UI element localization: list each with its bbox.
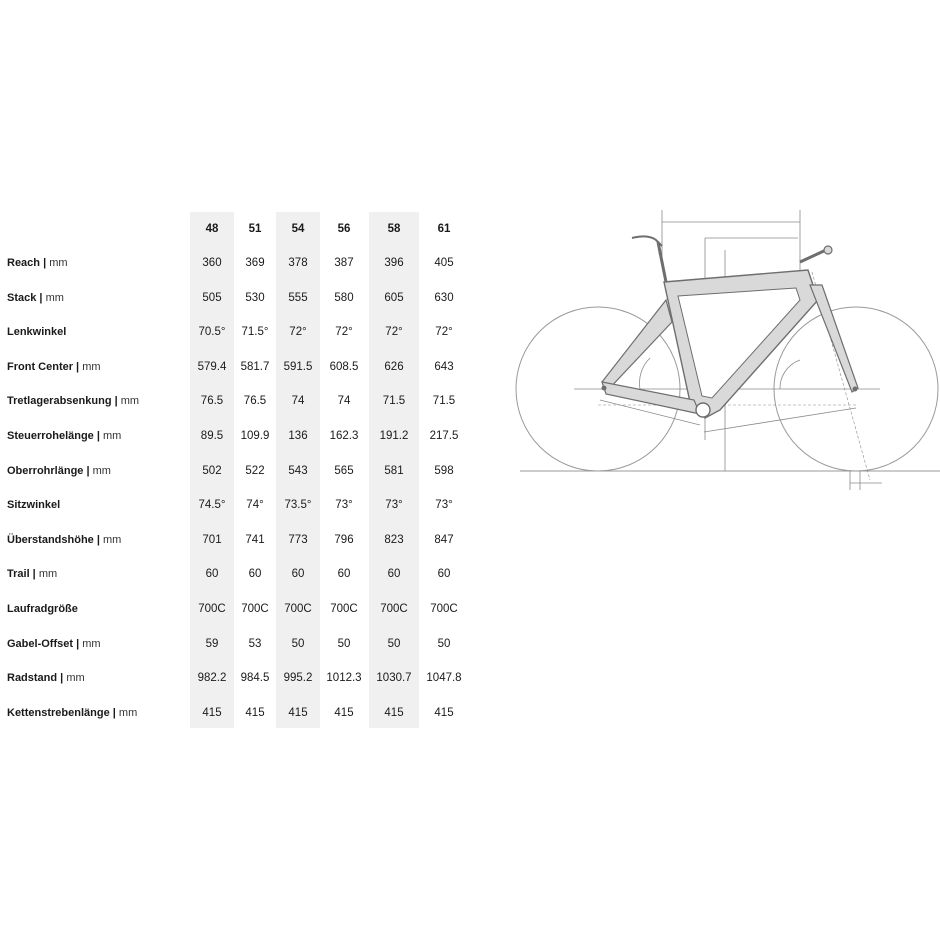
table-cell: 72° (335, 326, 353, 339)
headtube-angle-arc (780, 360, 800, 389)
row-unit: mm (118, 706, 138, 719)
row-label-separator: | (93, 430, 104, 442)
row-unit: mm (82, 637, 101, 650)
table-cell: 626 (384, 360, 404, 373)
size-header: 51 (248, 223, 262, 235)
table-cell: 74.5° (198, 499, 226, 512)
table-cell: 1047.8 (426, 672, 462, 685)
row-label-text: Lenkwinkel (7, 326, 67, 339)
row-label (7, 429, 121, 443)
table-cell: 53 (248, 637, 262, 650)
table-cell: 1030.7 (376, 672, 412, 685)
handlebar (824, 246, 832, 254)
table-cell: 823 (384, 533, 404, 546)
table-cell: 591.5 (283, 360, 313, 373)
table-cell: 605 (384, 291, 404, 304)
row-label (7, 291, 64, 305)
table-cell: 73.5° (284, 499, 312, 512)
table-cell: 643 (434, 360, 454, 373)
table-cell: 72° (289, 326, 307, 339)
table-cell: 984.5 (240, 672, 270, 685)
row-label-text: Sitzwinkel (7, 499, 61, 512)
table-cell: 73° (385, 499, 403, 512)
table-cell: 1012.3 (326, 672, 362, 685)
table-cell: 387 (334, 257, 354, 269)
row-label (7, 602, 78, 616)
table-cell: 50 (387, 637, 401, 650)
row-unit: mm (103, 430, 122, 442)
bottom-bracket (696, 403, 710, 417)
row-label-text: Oberrohrlänge (7, 464, 84, 477)
size-header: 54 (291, 223, 305, 235)
size-header: 61 (437, 223, 451, 235)
row-unit: mm (66, 672, 85, 685)
table-cell: 741 (245, 533, 265, 546)
table-cell: 50 (437, 637, 451, 650)
table-cell: 555 (288, 291, 308, 304)
fork (810, 285, 858, 392)
table-cell: 415 (384, 706, 404, 719)
table-cell: 502 (202, 464, 222, 477)
row-label-separator: | (73, 637, 83, 650)
table-cell: 608.5 (329, 360, 359, 373)
row-unit: mm (82, 360, 101, 373)
row-label (7, 671, 85, 685)
table-cell: 71.5° (241, 326, 269, 339)
table-cell: 530 (245, 291, 265, 304)
table-cell: 847 (434, 533, 454, 546)
row-label-separator: | (29, 568, 39, 581)
row-label (7, 706, 137, 720)
table-cell: 89.5 (200, 430, 224, 442)
row-label-text: Laufradgröße (7, 603, 78, 615)
table-cell: 109.9 (240, 430, 270, 442)
table-cell: 415 (202, 706, 222, 719)
table-cell: 630 (434, 291, 454, 304)
table-cell: 378 (288, 257, 308, 269)
table-cell: 59 (205, 637, 219, 650)
table-cell: 74° (246, 499, 264, 512)
table-cell: 50 (291, 637, 305, 650)
size-header: 48 (205, 223, 219, 235)
row-label-separator: | (73, 360, 83, 373)
row-label-separator: | (109, 706, 119, 719)
row-label-text: Steuerrohelänge (7, 430, 94, 442)
table-cell: 76.5 (243, 395, 267, 408)
rear-axle (602, 386, 607, 391)
table-cell: 60 (248, 568, 262, 581)
table-cell: 505 (202, 291, 222, 304)
table-cell: 60 (337, 568, 351, 581)
table-cell: 136 (288, 430, 308, 442)
row-label-text: Kettenstrebenlänge (7, 706, 110, 719)
row-label-text: Radstand (7, 672, 58, 685)
table-cell: 415 (434, 706, 454, 719)
table-cell: 71.5 (382, 395, 406, 408)
row-label (7, 498, 60, 512)
row-label-text: Reach (7, 257, 41, 269)
table-cell: 396 (384, 257, 404, 269)
frontcenter-dimension (704, 408, 856, 432)
table-cell: 796 (334, 533, 354, 546)
table-cell: 369 (245, 257, 265, 269)
row-label (7, 567, 57, 581)
table-cell: 76.5 (200, 395, 224, 408)
stem (800, 250, 826, 262)
row-label-text: Tretlagerabsenkung (7, 395, 112, 408)
table-cell: 74 (337, 395, 351, 408)
table-cell: 360 (202, 257, 222, 269)
table-cell: 71.5 (432, 395, 456, 408)
table-cell: 543 (288, 464, 308, 477)
row-label-text: Gabel-Offset (7, 637, 74, 650)
table-cell: 405 (434, 257, 454, 269)
table-cell: 579.4 (197, 360, 227, 373)
row-label-text: Front Center (7, 360, 73, 373)
table-cell: 982.2 (197, 672, 227, 685)
bike-geometry-diagram (515, 200, 940, 500)
size-header: 58 (387, 223, 401, 235)
table-cell: 580 (334, 291, 354, 304)
table-cell: 773 (288, 533, 308, 546)
row-label (7, 360, 101, 374)
row-unit: mm (120, 395, 140, 408)
table-cell: 73° (435, 499, 453, 512)
table-cell: 217.5 (429, 430, 459, 442)
table-cell: 700C (380, 603, 408, 615)
table-cell: 700C (430, 603, 458, 615)
row-label-separator: | (83, 464, 93, 477)
row-label (7, 256, 68, 270)
table-cell: 60 (387, 568, 401, 581)
row-unit: mm (92, 464, 111, 477)
row-label-separator: | (111, 395, 121, 408)
table-cell: 70.5° (198, 326, 226, 339)
table-cell: 50 (337, 637, 351, 650)
row-unit: mm (103, 533, 122, 546)
table-cell: 522 (245, 464, 265, 477)
table-cell: 581 (384, 464, 404, 477)
row-label-text: Überstandshöhe (7, 533, 94, 546)
row-label-separator: | (57, 672, 67, 685)
table-cell: 60 (437, 568, 451, 581)
table-cell: 73° (335, 499, 353, 512)
table-cell: 415 (288, 706, 308, 719)
row-label-separator: | (93, 533, 103, 546)
row-label-separator: | (36, 291, 46, 304)
table-cell: 700C (198, 603, 226, 615)
table-cell: 72° (385, 326, 403, 339)
table-cell: 995.2 (283, 672, 313, 685)
size-header: 56 (337, 223, 351, 235)
table-cell: 191.2 (379, 430, 409, 442)
row-unit: mm (45, 291, 64, 304)
chainstay (602, 382, 700, 414)
row-label (7, 325, 66, 339)
table-cell: 162.3 (329, 430, 359, 442)
table-cell: 565 (334, 464, 354, 477)
row-unit: mm (38, 568, 58, 581)
row-label (7, 464, 111, 478)
table-cell: 72° (435, 326, 453, 339)
row-unit: mm (49, 257, 68, 269)
table-cell: 415 (334, 706, 354, 719)
table-cell: 415 (245, 706, 265, 719)
table-cell: 581.7 (240, 360, 270, 373)
row-label-text: Trail (7, 568, 30, 581)
row-label-text: Stack (7, 291, 37, 304)
table-cell: 60 (205, 568, 219, 581)
table-cell: 700C (284, 603, 312, 615)
row-label (7, 394, 139, 408)
table-cell: 701 (202, 533, 222, 546)
table-cell: 700C (241, 603, 269, 615)
seatstay (602, 300, 672, 392)
seat-angle-arc (639, 358, 650, 389)
table-cell: 60 (291, 568, 305, 581)
front-axle (853, 387, 858, 392)
table-cell: 598 (434, 464, 454, 477)
row-label (7, 637, 101, 651)
row-label (7, 533, 121, 547)
table-cell: 700C (330, 603, 358, 615)
table-cell: 74 (291, 395, 305, 408)
row-label-separator: | (40, 257, 50, 269)
